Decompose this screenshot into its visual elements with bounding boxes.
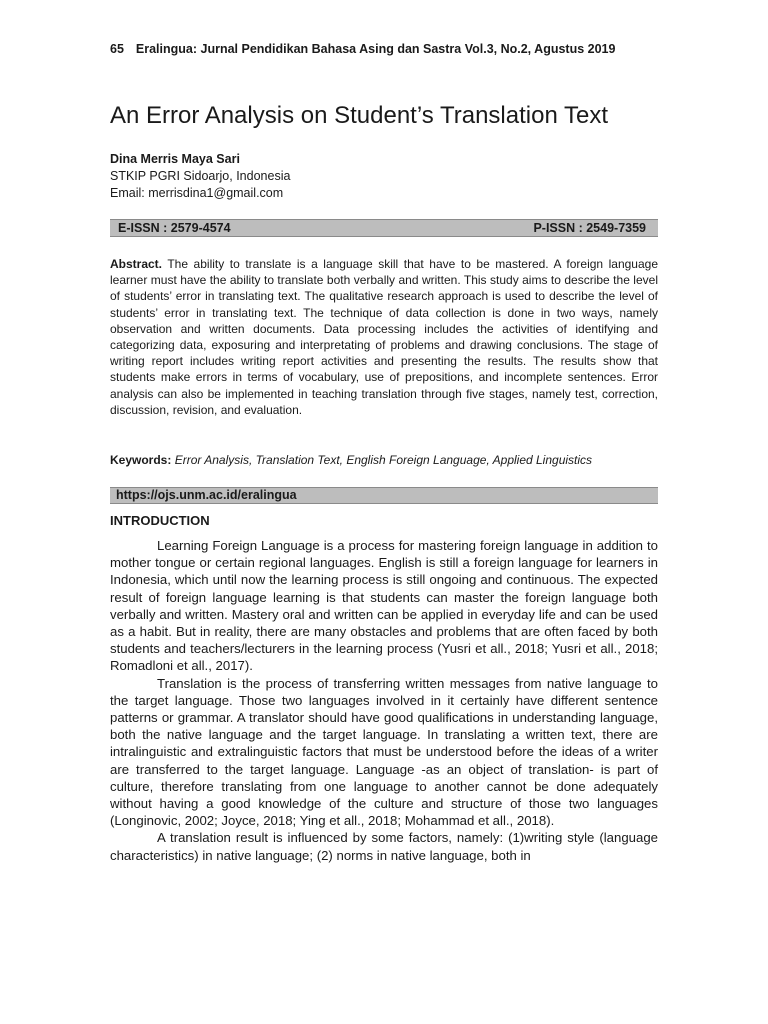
journal-url[interactable]: https://ojs.unm.ac.id/eralingua <box>110 487 658 504</box>
introduction-body <box>110 537 658 864</box>
abstract <box>110 256 658 418</box>
paragraph: Learning Foreign Language is a process for mastering foreign language in addition to mother tongue or certain regional languages. English is still a foreign language for learners in Indonesia, which until now the learning process is still ongoing and continuous. The expected result of foreign language learning is that students can master the foreign language both verbally and written. Mastery oral and written can be applied in everyday life and can be used as a habit. But in reality, there are many obstacles and problems that are often faced by both students and teachers/lecturers in the learning process (Yusri et all., 2018; Yusri et all., 2018; Romadloni et all., 2017). <box>110 538 658 674</box>
keywords-label: Keywords: <box>110 453 172 467</box>
author-block <box>110 151 658 202</box>
author-affiliation: STKIP PGRI Sidoarjo, Indonesia <box>110 169 291 183</box>
issn-bar <box>110 219 658 237</box>
abstract-label: Abstract. <box>110 257 163 271</box>
journal-name: Eralingua: Jurnal Pendidikan Bahasa Asing dan Sastra Vol.3, No.2, Agustus 2019 <box>135 42 616 56</box>
author-name: Dina Merris Maya Sari <box>110 152 240 166</box>
abstract-text: The ability to translate is a language skill that have to be mastered. A foreign language learner must have the ability to translate both verbally and written. This study aims to describe the level of students’ error in translating text. The qualitative research approach is used to describe the level of students’ error in translating text. The technique of data collection is done in two ways, namely observation and written documents. Data processing includes the activities of identifying and categorizing data, exposuring and interpretating of problems and drawing conclusions. The stage of writing report includes writing report activities and presenting the results. The results show that students make errors in terms of vocabulary, use of prepositions, and incomplete sentences. Error analysis can also be implemented in teaching translation through five stages, namely test, correction, discussion, revision, and evaluation. <box>110 257 658 417</box>
keywords <box>110 452 658 468</box>
p-issn: P-ISSN : 2549-7359 <box>533 221 646 235</box>
paragraph: A translation result is influenced by some factors, namely: (1)writing style (language characteristics) in native language; (2) norms in native language, both in <box>110 830 658 863</box>
e-issn: E-ISSN : 2579-4574 <box>118 221 231 235</box>
paragraph: Translation is the process of transferring written messages from native language to the target language. Those two languages involved in it certainly have different sentence patterns or grammar. A translator should have good qualifications in understanding language, both the native language and the target language. In translating a written text, there are intralinguistic and extralinguistic factors that must be understood before the ideas of a writer are transferred to the target language. Language -as an object of translation- is part of culture, therefore translating from one language to another cannot be done adequately without having a good knowledge of the culture and structure of those two languages (Longinovic, 2002; Joyce, 2018; Ying et all., 2018; Mohammad et all., 2018). <box>110 675 658 829</box>
running-header <box>110 42 658 56</box>
author-email: Email: merrisdina1@gmail.com <box>110 186 284 200</box>
page-number: 65 <box>110 42 124 56</box>
section-heading-introduction: INTRODUCTION <box>110 513 210 528</box>
article-title: An Error Analysis on Student’s Translation Text <box>110 102 609 129</box>
keywords-value: Error Analysis, Translation Text, English Foreign Language, Applied Linguistics <box>174 453 593 467</box>
